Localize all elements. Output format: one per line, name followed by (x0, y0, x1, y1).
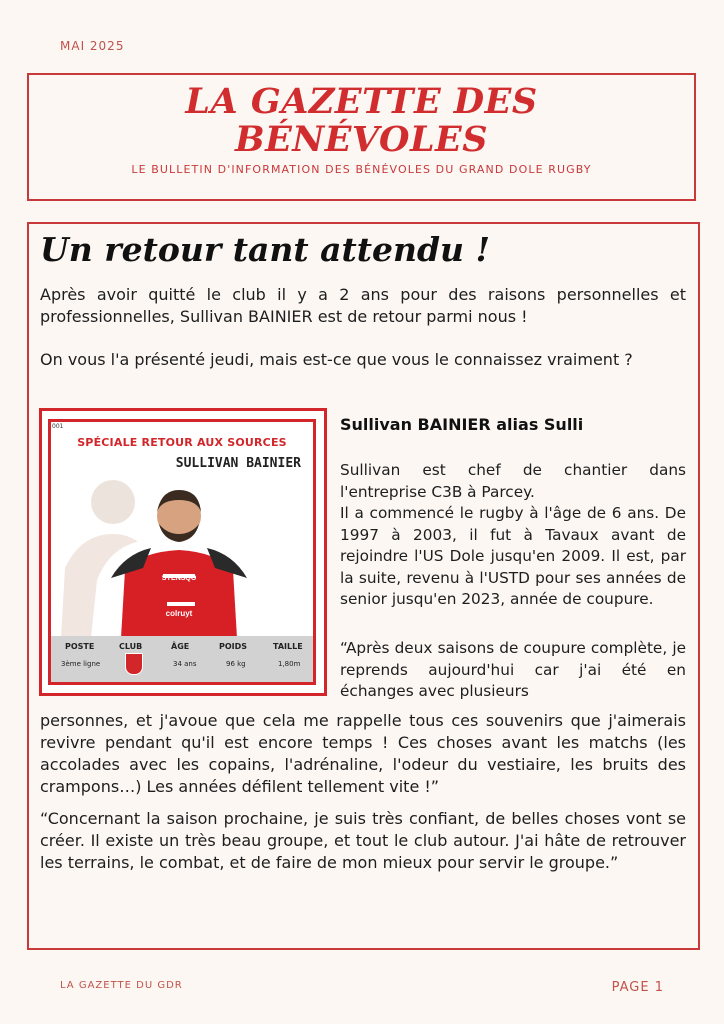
newsletter-subtitle: LE BULLETIN D'INFORMATION DES BÉNÉVOLES DU GRAND DOLE RUGBY (131, 163, 592, 176)
quote-start: “Après deux saisons de coupure complète, je reprends aujourd'hui car j'ai été en échanges avec plusieurs (340, 639, 686, 700)
player-card-image (39, 408, 327, 696)
profile-title: Sullivan BAINIER alias Sulli (340, 415, 584, 434)
article-box (27, 222, 700, 950)
profile-paragraph-2: Il a commencé le rugby à l'âge de 6 ans. De 1997 à 2003, il fut à Tavaux avant de rejoindre l'US Dole jusqu'en 2009. Il est, par la suite, revenu à l'USTD pour ses années de senior jusqu'en 2023, année de coupure. (340, 504, 686, 608)
card-number: 001 (52, 423, 64, 430)
stat-value-poste: 3ème ligne (61, 660, 101, 668)
card-stats-bar (51, 636, 313, 682)
footer-publication-name: LA GAZETTE DU GDR (60, 980, 183, 991)
quote-paragraph-2: “Concernant la saison prochaine, je suis très confiant, de belles choses vont se créer. Il existe un très beau groupe, et tout le club autour. J'ai hâte de retrouver les terrains, le combat, et de faire de mon mieux pour servir le groupe.” (40, 809, 686, 872)
stat-label-taille: TAILLE (273, 642, 303, 651)
issue-date: MAI 2025 (60, 39, 125, 53)
stat-label-age: ÂGE (171, 642, 190, 651)
jersey-sponsor-1: SYENSQO (161, 575, 197, 582)
intro-paragraph-1: Après avoir quitté le club il y a 2 ans pour des raisons personnelles et professionnelles, Sullivan BAINIER est de retour parmi nous ! (40, 285, 686, 326)
article-headline: Un retour tant attendu ! (40, 230, 491, 269)
stat-label-poste: POSTE (65, 642, 95, 651)
title-line-1: LA GAZETTE DES (185, 81, 538, 122)
jersey-sponsor-2: colruyt (165, 609, 193, 618)
stat-value-taille: 1,80m (278, 660, 301, 668)
newsletter-title (29, 83, 694, 159)
club-logo-icon (125, 653, 143, 675)
quote-continued: personnes, et j'avoue que cela me rappelle tous ces souvenirs que j'aimerais revivre pendant qu'il est encore temps ! Ces choses avant les matchs (les accolades avec les copains, l'adrénaline, l'odeur du vestiaire, les bruits des crampons…) Les années défilent tellement vite !” (40, 711, 686, 796)
profile-paragraph-1: Sullivan est chef de chantier dans l'entreprise C3B à Parcey. (340, 461, 686, 501)
card-heading: SPÉCIALE RETOUR AUX SOURCES (77, 436, 287, 449)
stat-value-poids: 96 kg (226, 660, 246, 668)
page-number: PAGE 1 (611, 980, 664, 995)
masthead (27, 73, 696, 201)
title-line-2: BÉNÉVOLES (234, 119, 489, 160)
stat-label-poids: POIDS (219, 642, 248, 651)
player-photo (51, 468, 313, 638)
stat-label-club: CLUB (119, 642, 143, 651)
stat-value-age: 34 ans (173, 660, 197, 668)
intro-paragraph-2: On vous l'a présenté jeudi, mais est-ce que vous le connaissez vraiment ? (40, 350, 633, 369)
card-player-name: SULLIVAN BAINIER (175, 456, 301, 471)
player-card (48, 419, 316, 685)
